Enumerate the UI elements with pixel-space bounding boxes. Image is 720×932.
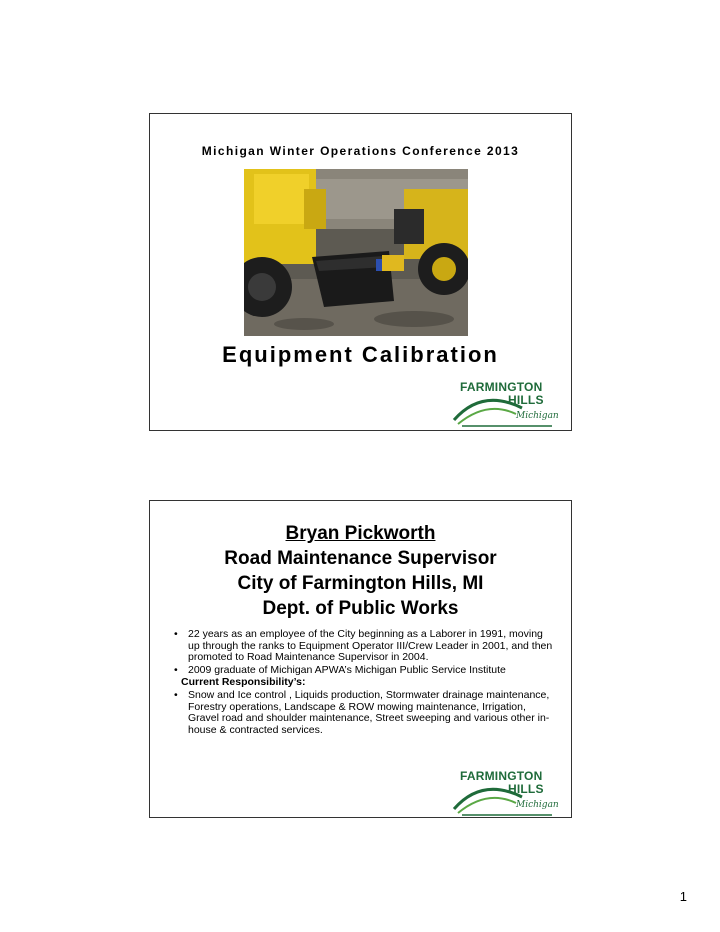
bio-bullet: • 22 years as an employee of the City beginning as a Laborer in 1991, moving up through the ranks to Equipment Operator III/Crew Leader in 2001, and then promoted to Road Maintenance Supervisor in 2004. [174,629,554,664]
logo-text-hills: HILLS [508,393,544,407]
conference-title: Michigan Winter Operations Conference 2013 [201,144,520,158]
logo-text-farmington: FARMINGTON [460,769,543,783]
page-number: 1 [679,889,687,904]
logo-text-michigan: Michigan [516,800,559,810]
slide-2 [149,500,572,818]
farmington-hills-logo [452,767,562,829]
person-role: Road Maintenance Supervisor [224,548,497,569]
person-organization: City of Farmington Hills, MI [237,573,484,594]
responsibility-label: Current Responsibility’s: [181,676,306,689]
farmington-hills-logo [452,378,562,440]
logo-text-hills: HILLS [508,782,544,796]
slide-title: Equipment Calibration [222,342,499,367]
slide-1 [149,113,572,431]
equipment-photo [244,169,468,336]
person-name: Bryan Pickworth [285,523,436,544]
bio-details [174,629,554,737]
logo-text-michigan: Michigan [516,411,559,421]
person-department: Dept. of Public Works [262,598,459,619]
bio-bullet: • 2009 graduate of Michigan APWA’s Michigan Public Service Institute [174,665,554,677]
logo-text-farmington: FARMINGTON [460,380,543,394]
person-heading [150,521,571,621]
responsibility-bullet: • Snow and Ice control , Liquids production, Stormwater drainage maintenance, Forestry operations, Landscape & ROW mowing maintenance, Irrigation, Gravel road and shoulder maintenance, Street sweeping and various other in-house & contracted services. [174,690,554,736]
